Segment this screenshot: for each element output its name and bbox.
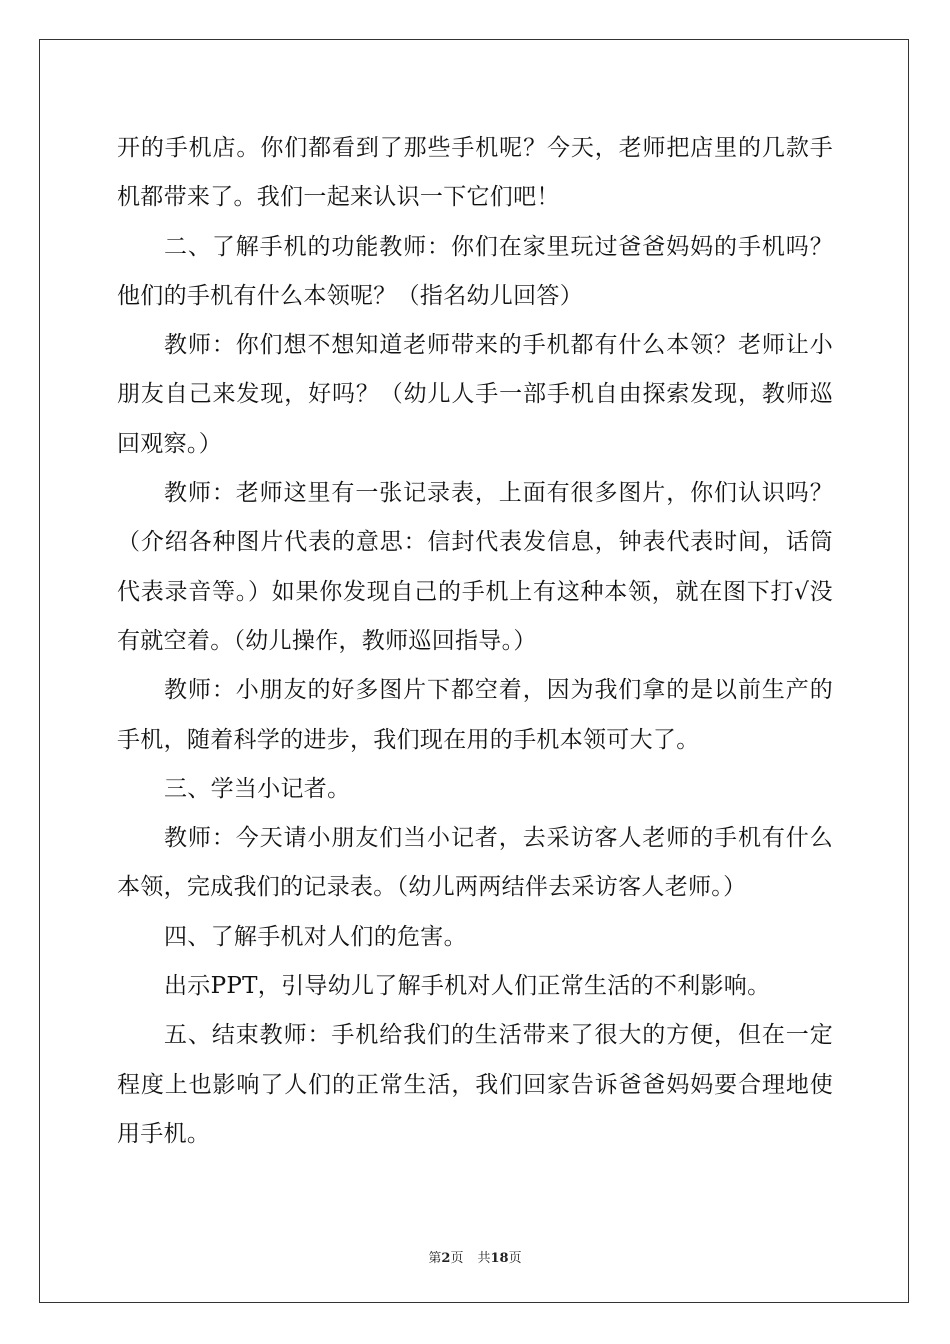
section-heading-4: 四、了解手机对人们的危害。 <box>164 923 467 950</box>
paragraph-10: 五、结束教师：手机给我们的生活带来了很大的方便，但在一定程度上也影响了人们的正常生活，我们回家告诉爸爸妈妈要合理地使用手机。 <box>117 1022 833 1147</box>
paragraph-9: 出示PPT，引导幼儿了解手机对人们正常生活的不利影响。 <box>164 973 771 1000</box>
paragraph-2: 二、了解手机的功能教师：你们在家里玩过爸爸妈妈的手机吗？他们的手机有什么本领呢？（指名幼儿回答） <box>117 233 833 309</box>
page-total: 18 <box>490 1251 509 1266</box>
document-body <box>117 124 833 1159</box>
paragraph-1: 开的手机店。你们都看到了那些手机呢？今天，老师把店里的几款手机都带来了。我们一起来认识一下它们吧！ <box>117 135 833 211</box>
paragraph-3: 教师：你们想不想知道老师带来的手机都有什么本领？老师让小朋友自己来发现，好吗？（幼儿人手一部手机自由探索发现，教师巡回观察。） <box>117 332 833 457</box>
page-suffix: 页 <box>450 1251 464 1266</box>
paragraph-5: 教师：小朋友的好多图片下都空着，因为我们拿的是以前生产的手机，随着科学的进步，我们现在用的手机本领可大了。 <box>117 677 833 753</box>
total-prefix: 共 <box>477 1251 491 1266</box>
page-footer <box>0 1247 950 1266</box>
page-current: 2 <box>441 1251 451 1266</box>
page-prefix: 第 <box>428 1251 442 1266</box>
section-heading-3: 三、学当小记者。 <box>164 775 351 802</box>
total-suffix: 页 <box>508 1251 522 1266</box>
paragraph-4: 教师：老师这里有一张记录表，上面有很多图片，你们认识吗？（介绍各种图片代表的意思：信封代表发信息，钟表代表时间，话筒代表录音等。）如果你发现自己的手机上有这种本领，就在图下打√没有就空着。（幼儿操作，教师巡回指导。） <box>117 480 833 654</box>
paragraph-7: 教师：今天请小朋友们当小记者，去采访客人老师的手机有什么本领，完成我们的记录表。（幼儿两两结伴去采访客人老师。） <box>117 825 833 901</box>
